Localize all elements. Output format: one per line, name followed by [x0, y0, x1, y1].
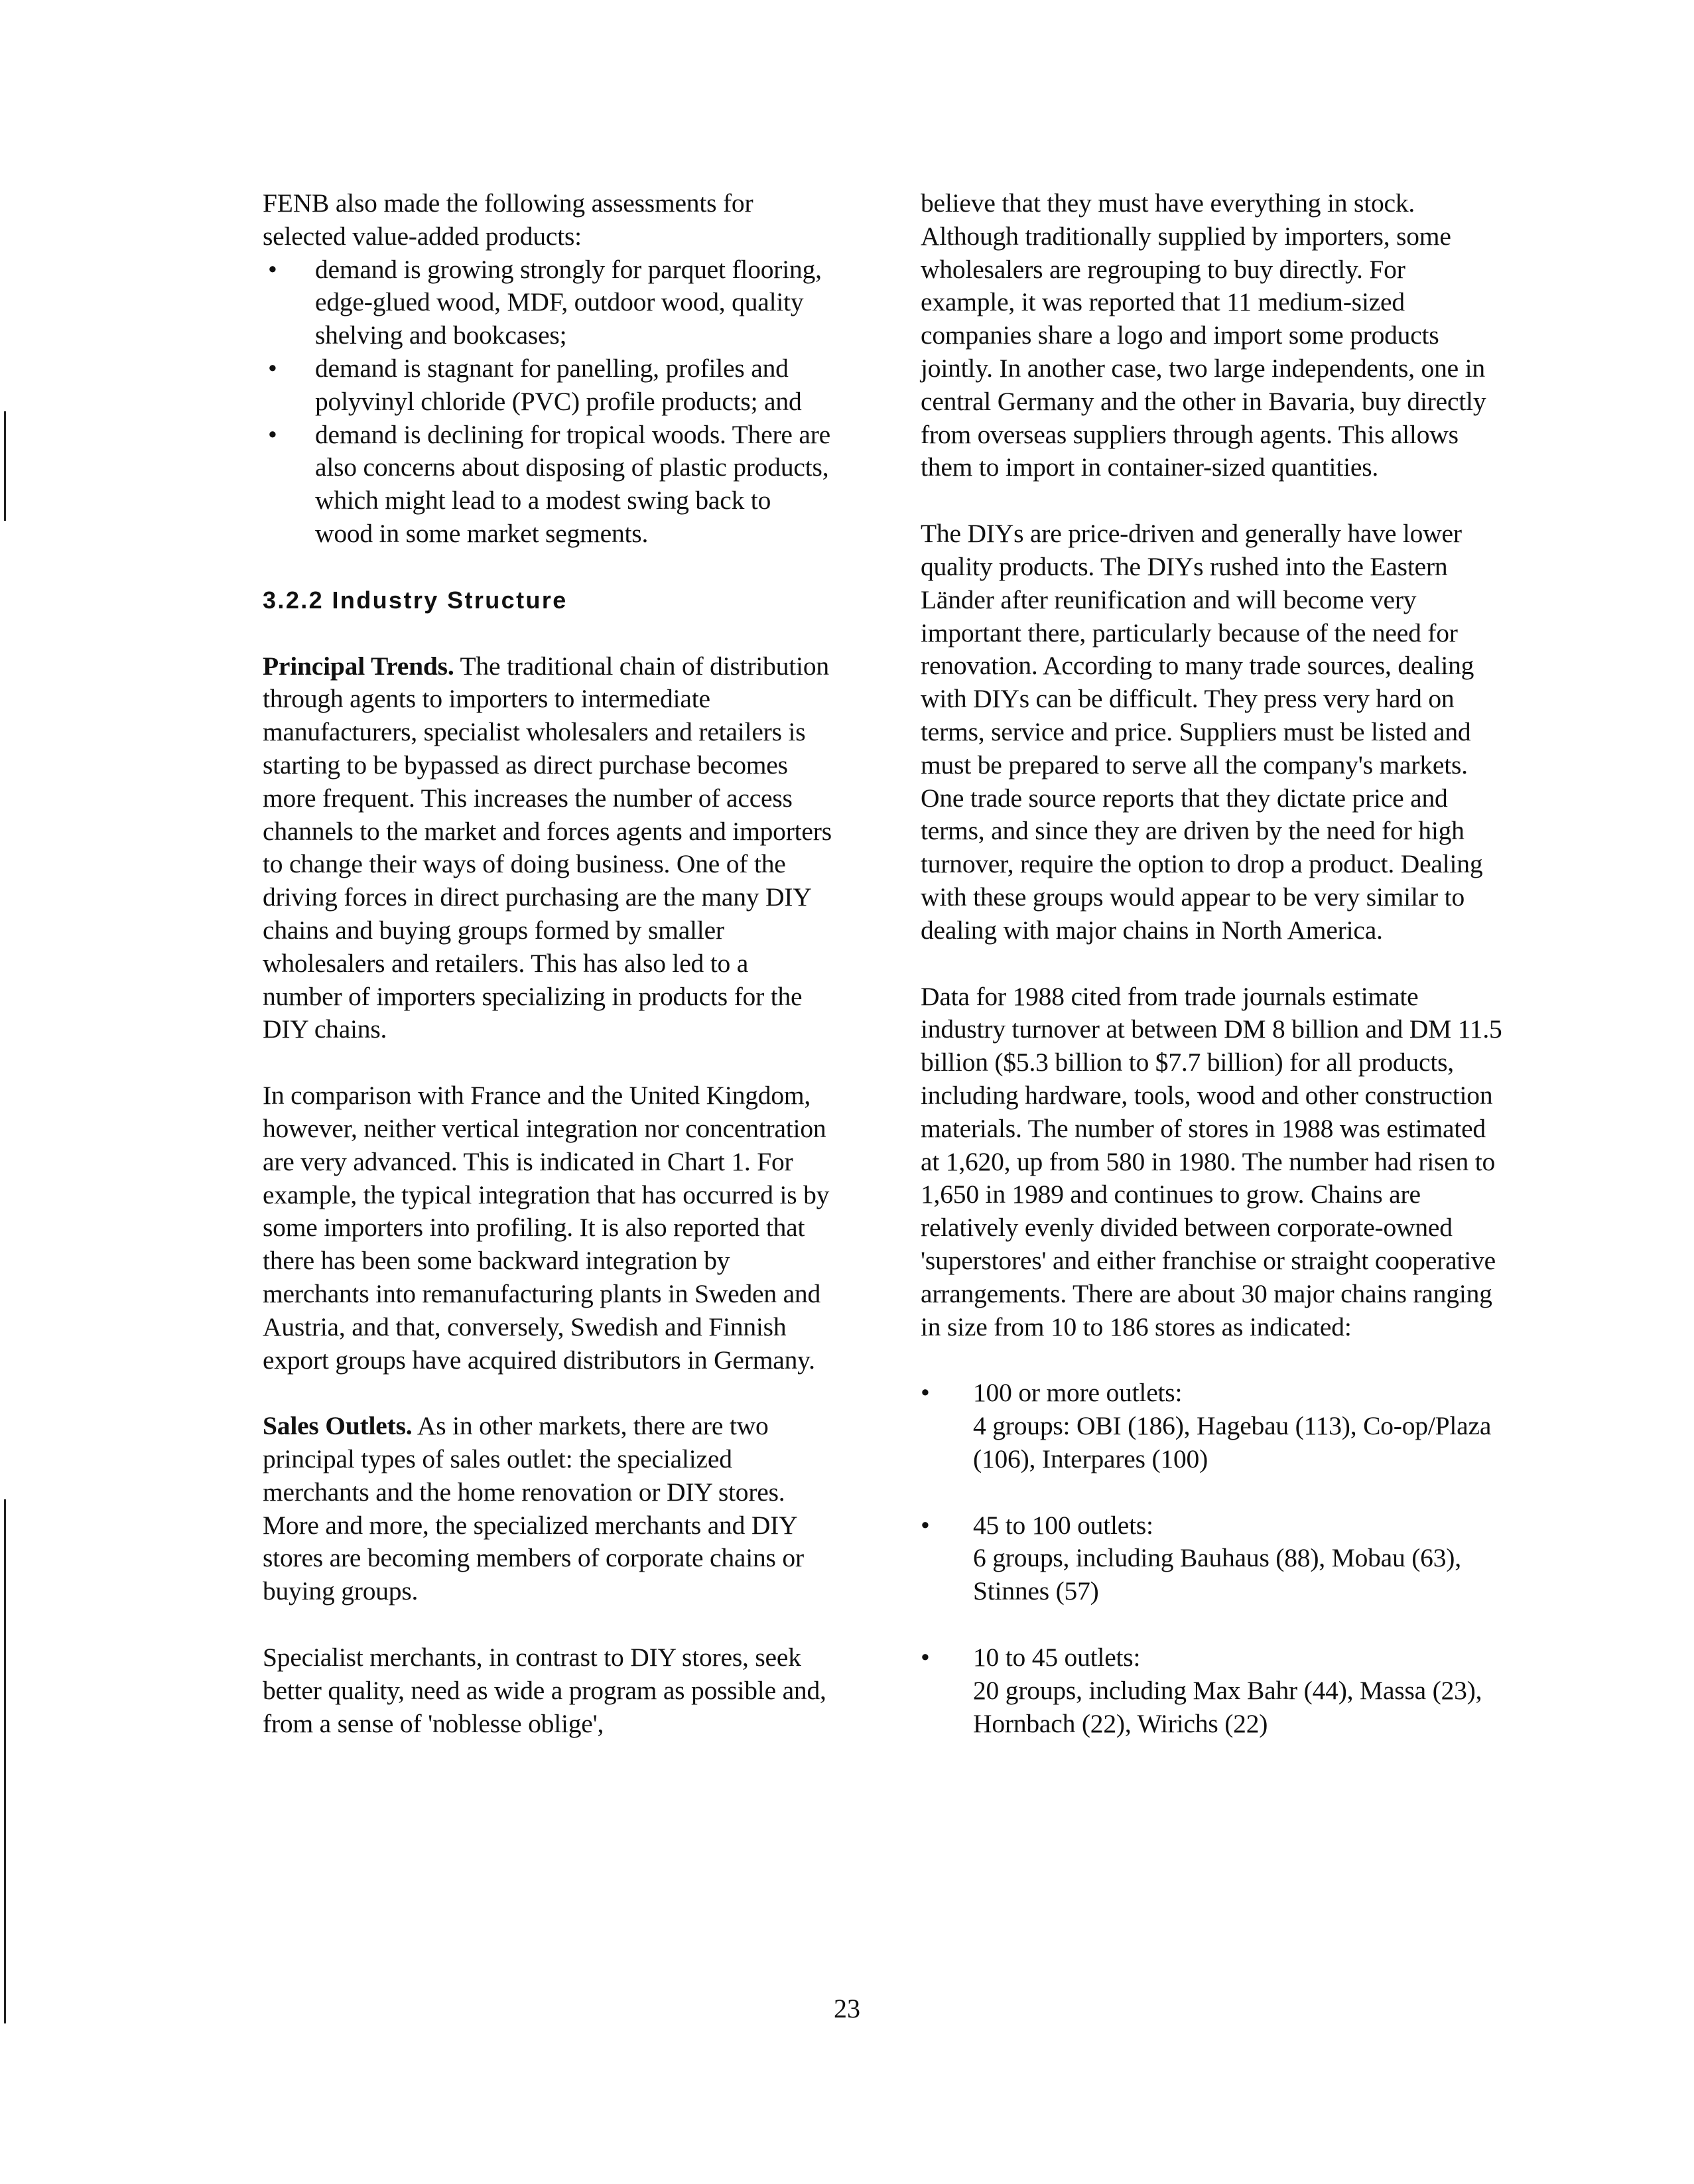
principal-trends-heading: Principal Trends. — [263, 651, 454, 681]
section-heading: 3.2.2 Industry Structure — [263, 586, 568, 614]
bullet-icon: • — [921, 1378, 930, 1408]
principal-trends-text: The traditional chain of distribution through agents to importers to intermediate manufacturers, specialist wholesalers and retailers is starting to be bypassed as direct purchase becomes more frequent. This increases the number of access channels to the market and forces agents and importers to change their ways of doing business. One of the driving forces in direct purchasing are the many DIY chains and buying groups formed by smaller wholesalers and retailers. This has also led to a number of importers specializing in products for the DIY chains. — [263, 651, 832, 1044]
chain-size-detail: 20 groups, including Max Bahr (44), Massa (23), Hornbach (22), Wirichs (22) — [973, 1675, 1482, 1738]
chain-size-detail: 6 groups, including Bauhaus (88), Mobau (63), Stinnes (57) — [973, 1543, 1461, 1606]
scan-edge-mark — [4, 1499, 6, 2023]
chain-size-label: 45 to 100 outlets: — [973, 1510, 1153, 1540]
chain-size-item — [921, 1509, 1504, 1608]
diy-paragraph: The DIYs are price-driven and generally have lower quality products. The DIYs rushed into the Eastern Länder after reunification and will become very important there, particularly because of the need for renovation. According to many trade sources, dealing with DIYs can be difficult. They press very hard on terms, service and price. Suppliers must be listed and must be prepared to serve all the company's markets. One trade source reports that they dictate price and terms, and since they are driven by the need for high turnover, require the option to drop a product. Dealing with these groups would appear to be very similar to dealing with major chains in North America. — [921, 519, 1483, 945]
data-paragraph: Data for 1988 cited from trade journals estimate industry turnover at between DM 8 billion and DM 11.5 billion ($5.3 billion to $7.7 billion) for all products, including hardware, tools, wood and other construction materials. The number of stores in 1988 was estimated at 1,620, up from 580 in 1980. The number had risen to 1,650 in 1989 and continues to grow. Chains are relatively evenly divided between corporate-owned 'superstores' and either franchise or straight cooperative arrangements. There are about 30 major chains ranging in size from 10 to 186 stores as indicated: — [921, 981, 1502, 1341]
bullet-icon: • — [921, 1643, 930, 1672]
chain-size-item — [921, 1377, 1504, 1475]
intro-paragraph: FENB also made the following assessments for selected value-added products: — [263, 188, 753, 251]
assessment-item: • demand is declining for tropical woods. There are also concerns about disposing of plastic products, which might lead to a modest swing back to wood in some market segments. — [263, 419, 833, 551]
assessment-list — [263, 253, 833, 551]
right-column — [921, 187, 1504, 1740]
page-number: 23 — [834, 1994, 860, 2023]
specialist-paragraph: Specialist merchants, in contrast to DIY stores, seek better quality, need as wide a program as possible and, from a sense of 'noblesse oblige', — [263, 1643, 826, 1738]
sales-outlets-heading: Sales Outlets. — [263, 1411, 413, 1441]
sales-outlets-paragraph — [263, 1410, 833, 1608]
assessment-item: • demand is growing strongly for parquet flooring, edge-glued wood, MDF, outdoor wood, quality shelving and bookcases; — [263, 253, 833, 352]
scan-edge-mark — [4, 411, 6, 521]
continuation-paragraph: believe that they must have everything in stock. Although traditionally supplied by importers, some wholesalers are regrouping to buy directly. For example, it was reported that 11 medium-sized companies share a logo and import some products jointly. In another case, two large independents, one in central Germany and the other in Bavaria, buy directly from overseas suppliers through agents. This allows them to import in container-sized quantities. — [921, 188, 1486, 482]
assessment-item: • demand is stagnant for panelling, profiles and polyvinyl chloride (PVC) profile products; and — [263, 352, 833, 419]
sales-outlets-text: As in other markets, there are two principal types of sales outlet: the specialized merchants and the home renovation or DIY stores. More and more, the specialized merchants and DIY stores are becoming members of corporate chains or buying groups. — [263, 1411, 804, 1606]
chain-size-item — [921, 1641, 1504, 1740]
chain-size-label: 100 or more outlets: — [973, 1378, 1183, 1408]
bullet-icon: • — [921, 1510, 930, 1540]
left-column — [263, 187, 833, 1740]
chain-size-label: 10 to 45 outlets: — [973, 1643, 1141, 1672]
principal-trends-paragraph — [263, 650, 833, 1047]
comparison-paragraph: In comparison with France and the United Kingdom, however, neither vertical integration nor concentration are very advanced. This is indicated in Chart 1. For example, the typical integration that has occurred is by some importers into profiling. It is also reported that there has been some backward integration by merchants into remanufacturing plants in Sweden and Austria, and that, conversely, Swedish and Finnish export groups have acquired distributors in Germany. — [263, 1081, 830, 1375]
chain-size-detail: 4 groups: OBI (186), Hagebau (113), Co-op/Plaza (106), Interpares (100) — [973, 1411, 1492, 1473]
